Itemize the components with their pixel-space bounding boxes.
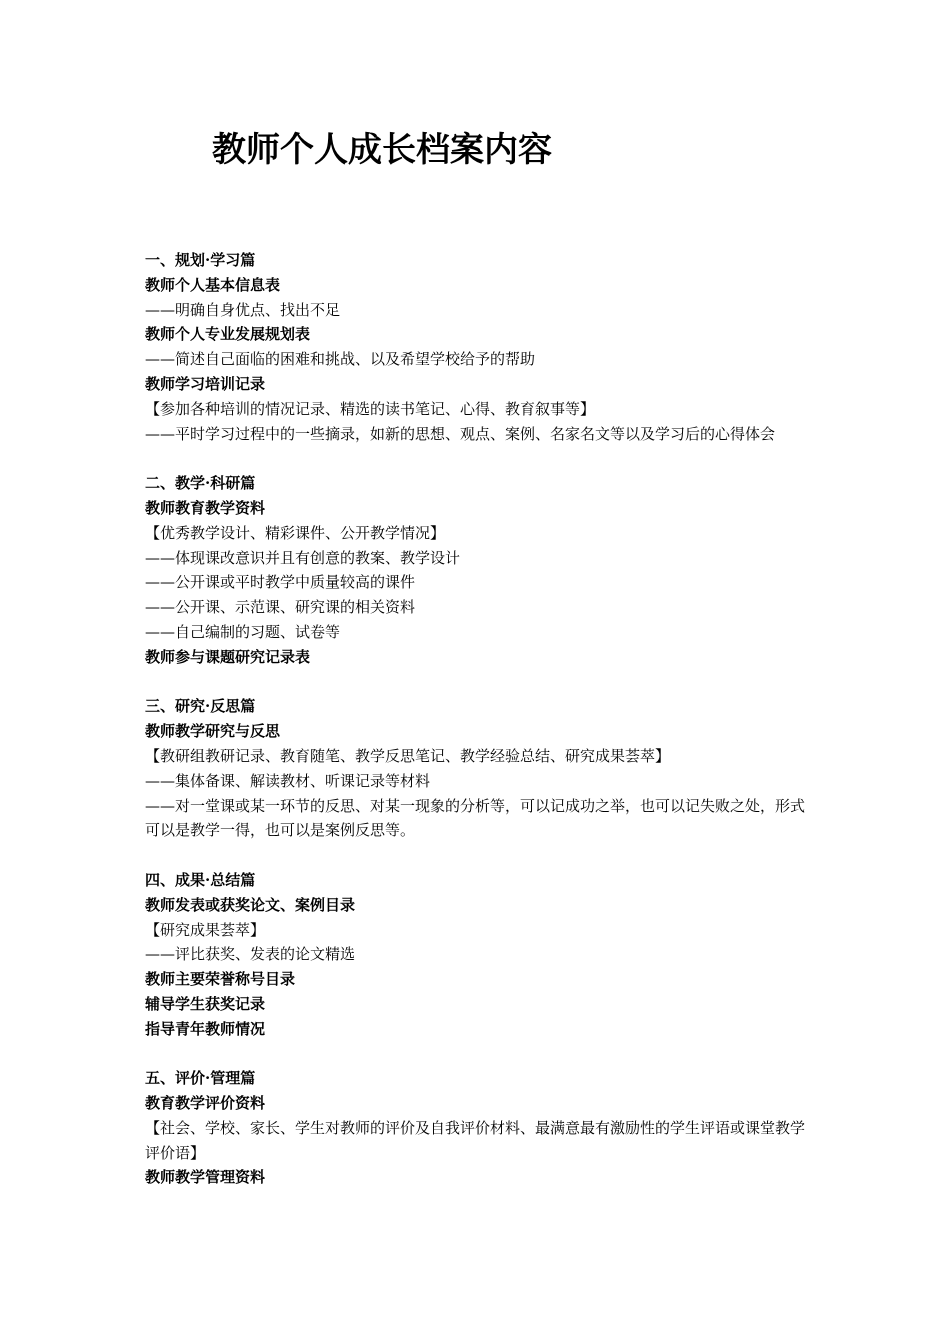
- item-description: ——公开课、示范课、研究课的相关资料: [145, 598, 416, 617]
- section-1: [145, 248, 815, 446]
- section-heading: 四、成果·总结篇: [145, 870, 256, 889]
- section-heading: 五、评价·管理篇: [145, 1069, 256, 1088]
- item-description: ——简述自己面临的困难和挑战、以及希望学校给予的帮助: [145, 350, 536, 369]
- item-title: 指导青年教师情况: [145, 1019, 266, 1038]
- section-heading: 二、教学·科研篇: [145, 474, 256, 493]
- item-description: 【优秀教学设计、精彩课件、公开教学情况】: [145, 523, 446, 542]
- section-heading: 三、研究·反思篇: [145, 697, 256, 716]
- item-description: ——对一堂课或某一环节的反思、对某一现象的分析等，可以记成功之举，也可以记失败之处，形式可以是教学一得，也可以是案例反思等。: [145, 796, 806, 840]
- item-title: 教师参与课题研究记录表: [145, 647, 311, 666]
- item-title: 教师发表或获奖论文、案例目录: [145, 895, 356, 914]
- item-title: 教师教育教学资料: [145, 498, 266, 517]
- item-description: 【社会、学校、家长、学生对教师的评价及自我评价材料、最满意最有激励性的学生评语或课堂教学评价语】: [145, 1118, 806, 1162]
- item-title: 教师个人基本信息表: [145, 275, 281, 294]
- section-5: [145, 1066, 815, 1190]
- item-description: ——平时学习过程中的一些摘录，如新的思想、观点、案例、名家名文等以及学习后的心得体会: [145, 424, 776, 443]
- item-title: 教师主要荣誉称号目录: [145, 970, 296, 989]
- item-description: 【教研组教研记录、教育随笔、教学反思笔记、教学经验总结、研究成果荟萃】: [145, 746, 671, 765]
- section-4: [145, 868, 815, 1042]
- item-description: ——体现课改意识并且有创意的教案、教学设计: [145, 548, 461, 567]
- item-description: ——集体备课、解读教材、听课记录等材料: [145, 771, 431, 790]
- item-description: ——自己编制的习题、试卷等: [145, 622, 341, 641]
- page-title: 教师个人成长档案内容: [212, 130, 552, 170]
- section-heading: 一、规划·学习篇: [145, 251, 256, 269]
- item-title: 教师教学研究与反思: [145, 722, 281, 741]
- item-title: 辅导学生获奖记录: [145, 994, 266, 1013]
- item-title: 教育教学评价资料: [145, 1094, 266, 1113]
- section-3: [145, 694, 815, 843]
- item-title: 教师个人专业发展规划表: [145, 325, 311, 344]
- item-description: 【研究成果荟萃】: [145, 920, 266, 939]
- section-2: [145, 471, 815, 669]
- item-description: ——明确自身优点、找出不足: [145, 300, 341, 319]
- item-description: ——评比获奖、发表的论文精选: [145, 945, 356, 964]
- document-body: [145, 248, 815, 1215]
- item-description: ——公开课或平时教学中质量较高的课件: [145, 573, 416, 592]
- item-title: 教师学习培训记录: [145, 374, 266, 393]
- item-description: 【参加各种培训的情况记录、精选的读书笔记、心得、教育叙事等】: [145, 399, 596, 418]
- item-title: 教师教学管理资料: [145, 1168, 266, 1187]
